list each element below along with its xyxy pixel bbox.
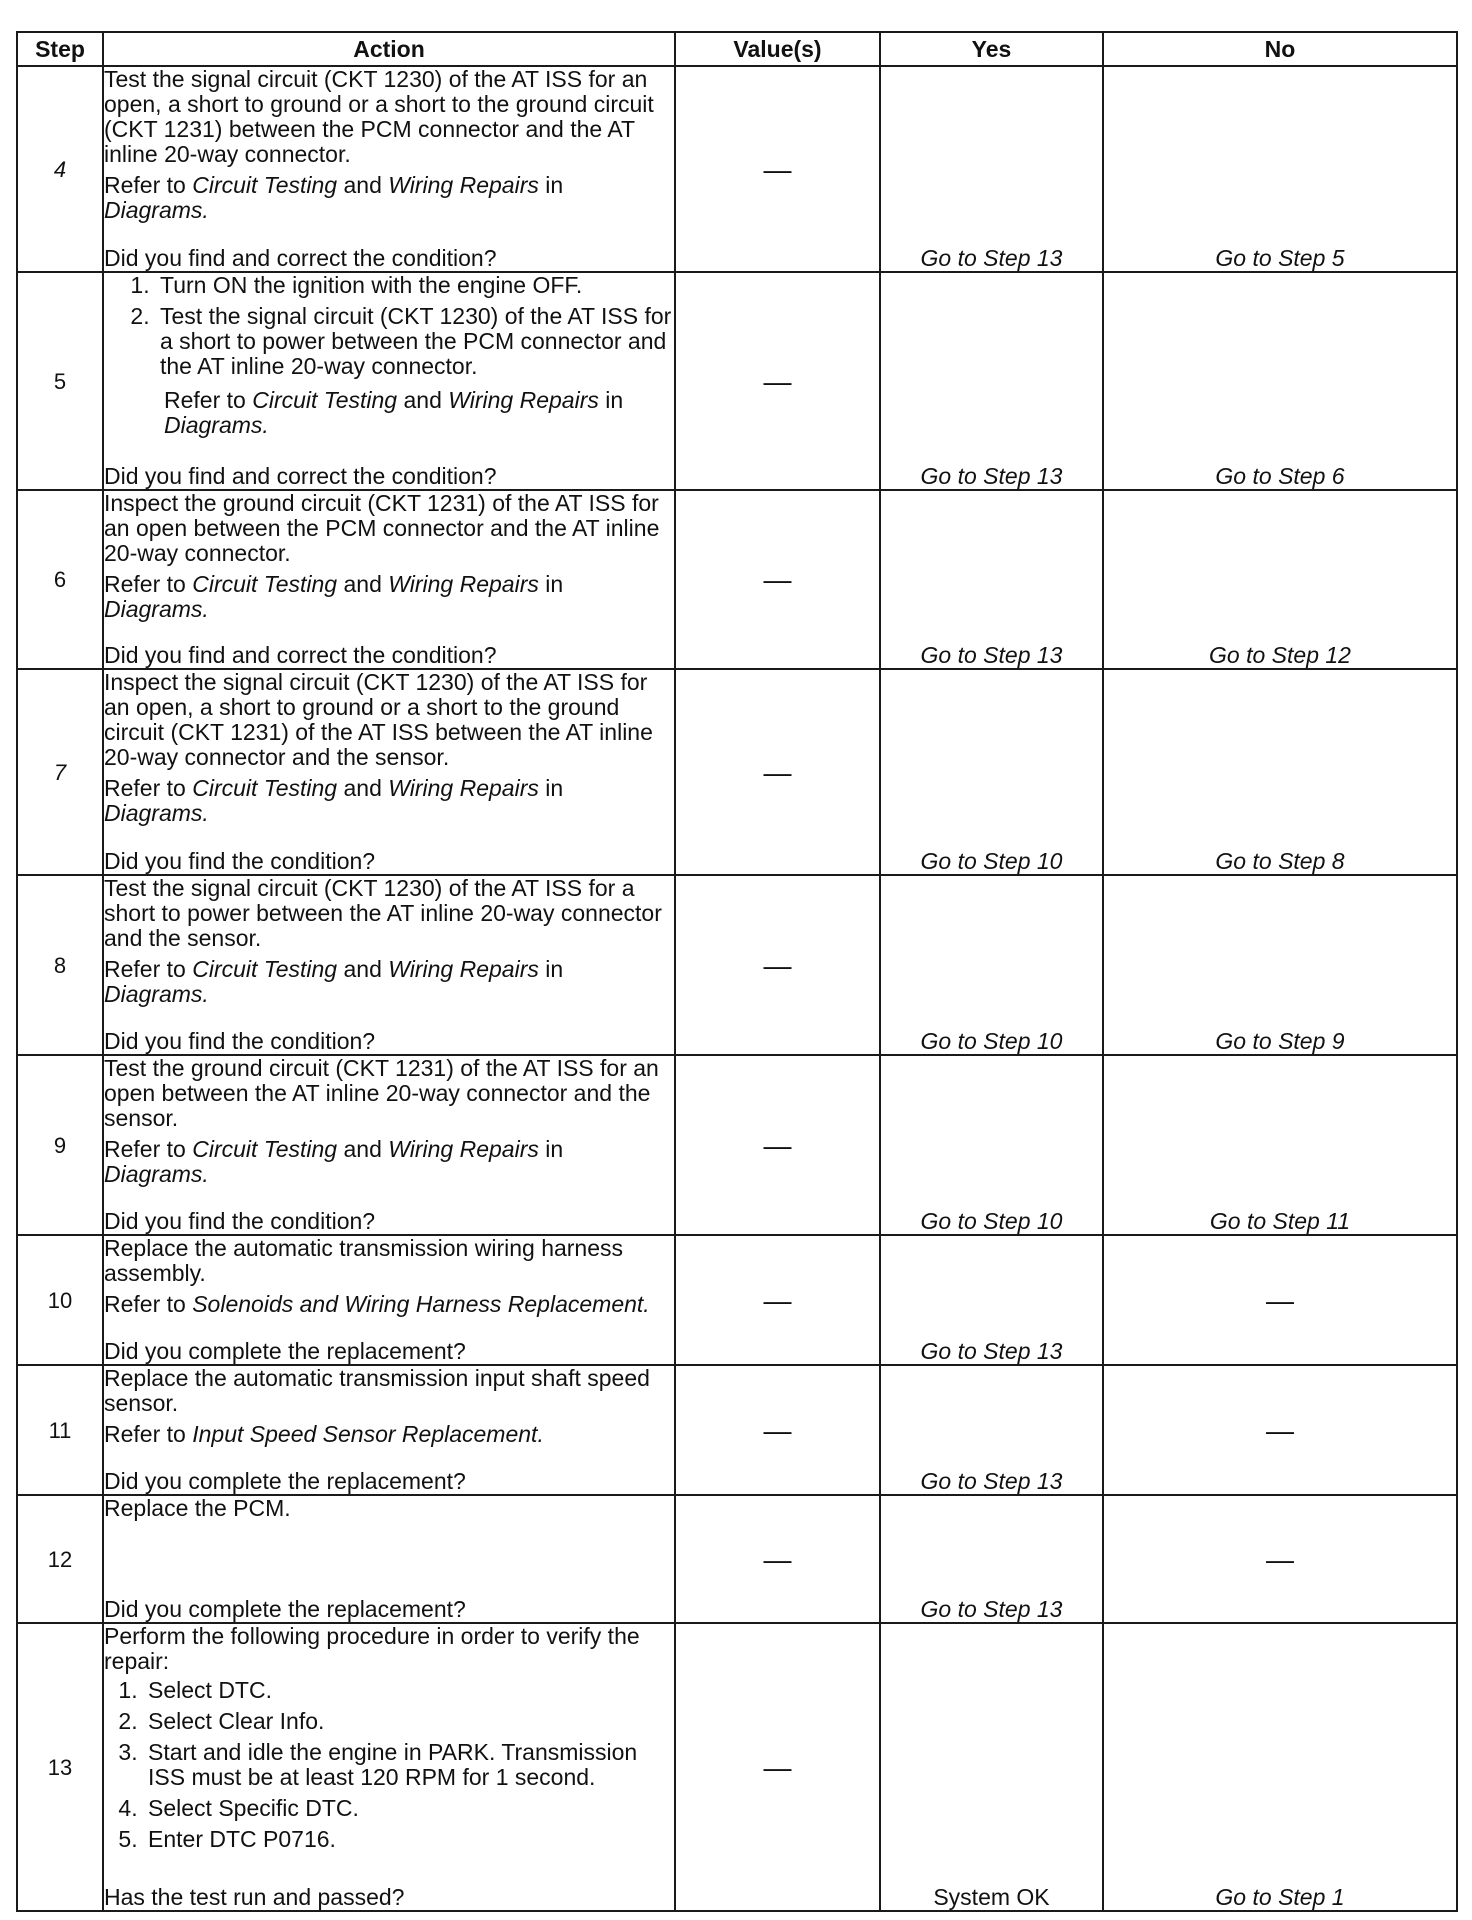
no-cell: Go to Step 12 [1103,490,1457,669]
action-text: Inspect the ground circuit (CKT 1231) of the AT ISS for an open between the PCM connector and the AT inline 20-way connector. [104,490,660,566]
action-text: Test the ground circuit (CKT 1231) of the AT ISS for an open between the AT inline 20-way connector and the sensor. [104,1055,659,1131]
header-no: No [1103,32,1457,66]
no-cell: — [1103,1495,1457,1623]
no-cell: Go to Step 9 [1103,875,1457,1055]
no-cell: Go to Step 5 [1103,66,1457,272]
action-cell [103,1055,675,1235]
no-cell: Go to Step 8 [1103,669,1457,875]
diagnostic-table [16,31,1458,1912]
procedure-item: 2. Select Clear Info. [144,1709,674,1734]
procedure-item: 1. Select DTC. [144,1678,674,1703]
action-text: Test the signal circuit (CKT 1230) of the AT ISS for a short to power between the AT inline 20-way connector and the sensor. [104,875,662,951]
action-text: Replace the automatic transmission input shaft speed sensor. [104,1365,650,1416]
reference-line: Refer to Circuit Testing and Wiring Repairs in Diagrams. [104,956,564,1007]
step-number: 13 [17,1623,103,1911]
yes-cell: Go to Step 13 [880,1235,1103,1365]
step-number: 12 [17,1495,103,1623]
yes-cell: Go to Step 13 [880,272,1103,490]
question-text: Did you find and correct the condition? [104,463,497,489]
question-text: Did you find and correct the condition? [104,245,497,271]
reference-line: Refer to Solenoids and Wiring Harness Replacement. [104,1291,650,1317]
question-text: Did you find the condition? [104,1028,376,1054]
value-cell: — [675,875,880,1055]
no-cell: — [1103,1365,1457,1495]
value-cell: — [675,1055,880,1235]
question-text: Has the test run and passed? [104,1884,405,1910]
header-row [17,32,1457,66]
step-number: 6 [17,490,103,669]
header-action: Action [103,32,675,66]
header-yes: Yes [880,32,1103,66]
action-cell [103,1623,675,1911]
action-cell [103,490,675,669]
table-row [17,1235,1457,1365]
reference-line: Refer to Input Speed Sensor Replacement. [104,1421,544,1447]
value-cell: — [675,1495,880,1623]
procedure-item: 2. Test the signal circuit (CKT 1230) of the AT ISS for a short to power between the PCM connector and the AT inline 20-way connector. [156,304,674,379]
question-text: Did you complete the replacement? [104,1338,466,1364]
table-row [17,272,1457,490]
reference-line: Refer to Circuit Testing and Wiring Repairs in Diagrams. [104,571,564,622]
value-cell: — [675,1623,880,1911]
question-text: Did you find and correct the condition? [104,642,497,668]
action-cell [103,1365,675,1495]
table-row [17,490,1457,669]
procedure-item: 1. Turn ON the ignition with the engine OFF. [156,273,674,298]
procedure-item: 5. Enter DTC P0716. [144,1827,674,1852]
yes-cell: Go to Step 13 [880,1495,1103,1623]
reference-line: Refer to Circuit Testing and Wiring Repairs in Diagrams. [164,387,624,438]
procedure-list [104,273,674,385]
question-text: Did you find the condition? [104,848,376,874]
procedure-list [104,1678,674,1858]
action-cell [103,1495,675,1623]
no-cell: — [1103,1235,1457,1365]
table-row [17,875,1457,1055]
action-text: Replace the automatic transmission wiring harness assembly. [104,1235,624,1286]
yes-cell: Go to Step 13 [880,490,1103,669]
action-text: Test the signal circuit (CKT 1230) of the AT ISS for an open, a short to ground or a short to the ground circuit (CKT 1231) between the PCM connector and the AT inline 20-way connector. [104,66,654,167]
action-cell [103,875,675,1055]
action-cell [103,66,675,272]
action-text: Inspect the signal circuit (CKT 1230) of the AT ISS for an open, a short to ground or a short to the ground circuit (CKT 1231) of the AT ISS between the AT inline 20-way connector and the sensor. [104,669,653,770]
reference-line: Refer to Circuit Testing and Wiring Repairs in Diagrams. [104,172,564,223]
yes-cell: Go to Step 10 [880,669,1103,875]
step-number: 4 [17,66,103,272]
step-number: 10 [17,1235,103,1365]
table-row [17,1055,1457,1235]
action-cell [103,669,675,875]
step-number: 8 [17,875,103,1055]
header-values: Value(s) [675,32,880,66]
yes-cell: Go to Step 13 [880,66,1103,272]
step-number: 11 [17,1365,103,1495]
question-text: Did you find the condition? [104,1208,376,1234]
table-row [17,66,1457,272]
table-row [17,1365,1457,1495]
step-number: 5 [17,272,103,490]
reference-line: Refer to Circuit Testing and Wiring Repairs in Diagrams. [104,775,564,826]
question-text: Did you complete the replacement? [104,1596,466,1622]
table-row [17,1495,1457,1623]
action-text: Perform the following procedure in order to verify the repair: [104,1623,640,1674]
table-row [17,669,1457,875]
no-cell: Go to Step 11 [1103,1055,1457,1235]
action-text: Replace the PCM. [104,1495,291,1521]
yes-cell: System OK [880,1623,1103,1911]
question-text: Did you complete the replacement? [104,1468,466,1494]
procedure-item: 3. Start and idle the engine in PARK. Transmission ISS must be at least 120 RPM for 1 second. [144,1740,674,1790]
header-step: Step [17,32,103,66]
reference-line: Refer to Circuit Testing and Wiring Repairs in Diagrams. [104,1136,564,1187]
no-cell: Go to Step 6 [1103,272,1457,490]
value-cell: — [675,1365,880,1495]
action-cell [103,272,675,490]
value-cell: — [675,66,880,272]
value-cell: — [675,272,880,490]
no-cell: Go to Step 1 [1103,1623,1457,1911]
table-row [17,1623,1457,1911]
action-cell [103,1235,675,1365]
value-cell: — [675,669,880,875]
step-number: 7 [17,669,103,875]
value-cell: — [675,1235,880,1365]
procedure-item: 4. Select Specific DTC. [144,1796,674,1821]
yes-cell: Go to Step 10 [880,1055,1103,1235]
value-cell: — [675,490,880,669]
step-number: 9 [17,1055,103,1235]
yes-cell: Go to Step 13 [880,1365,1103,1495]
yes-cell: Go to Step 10 [880,875,1103,1055]
